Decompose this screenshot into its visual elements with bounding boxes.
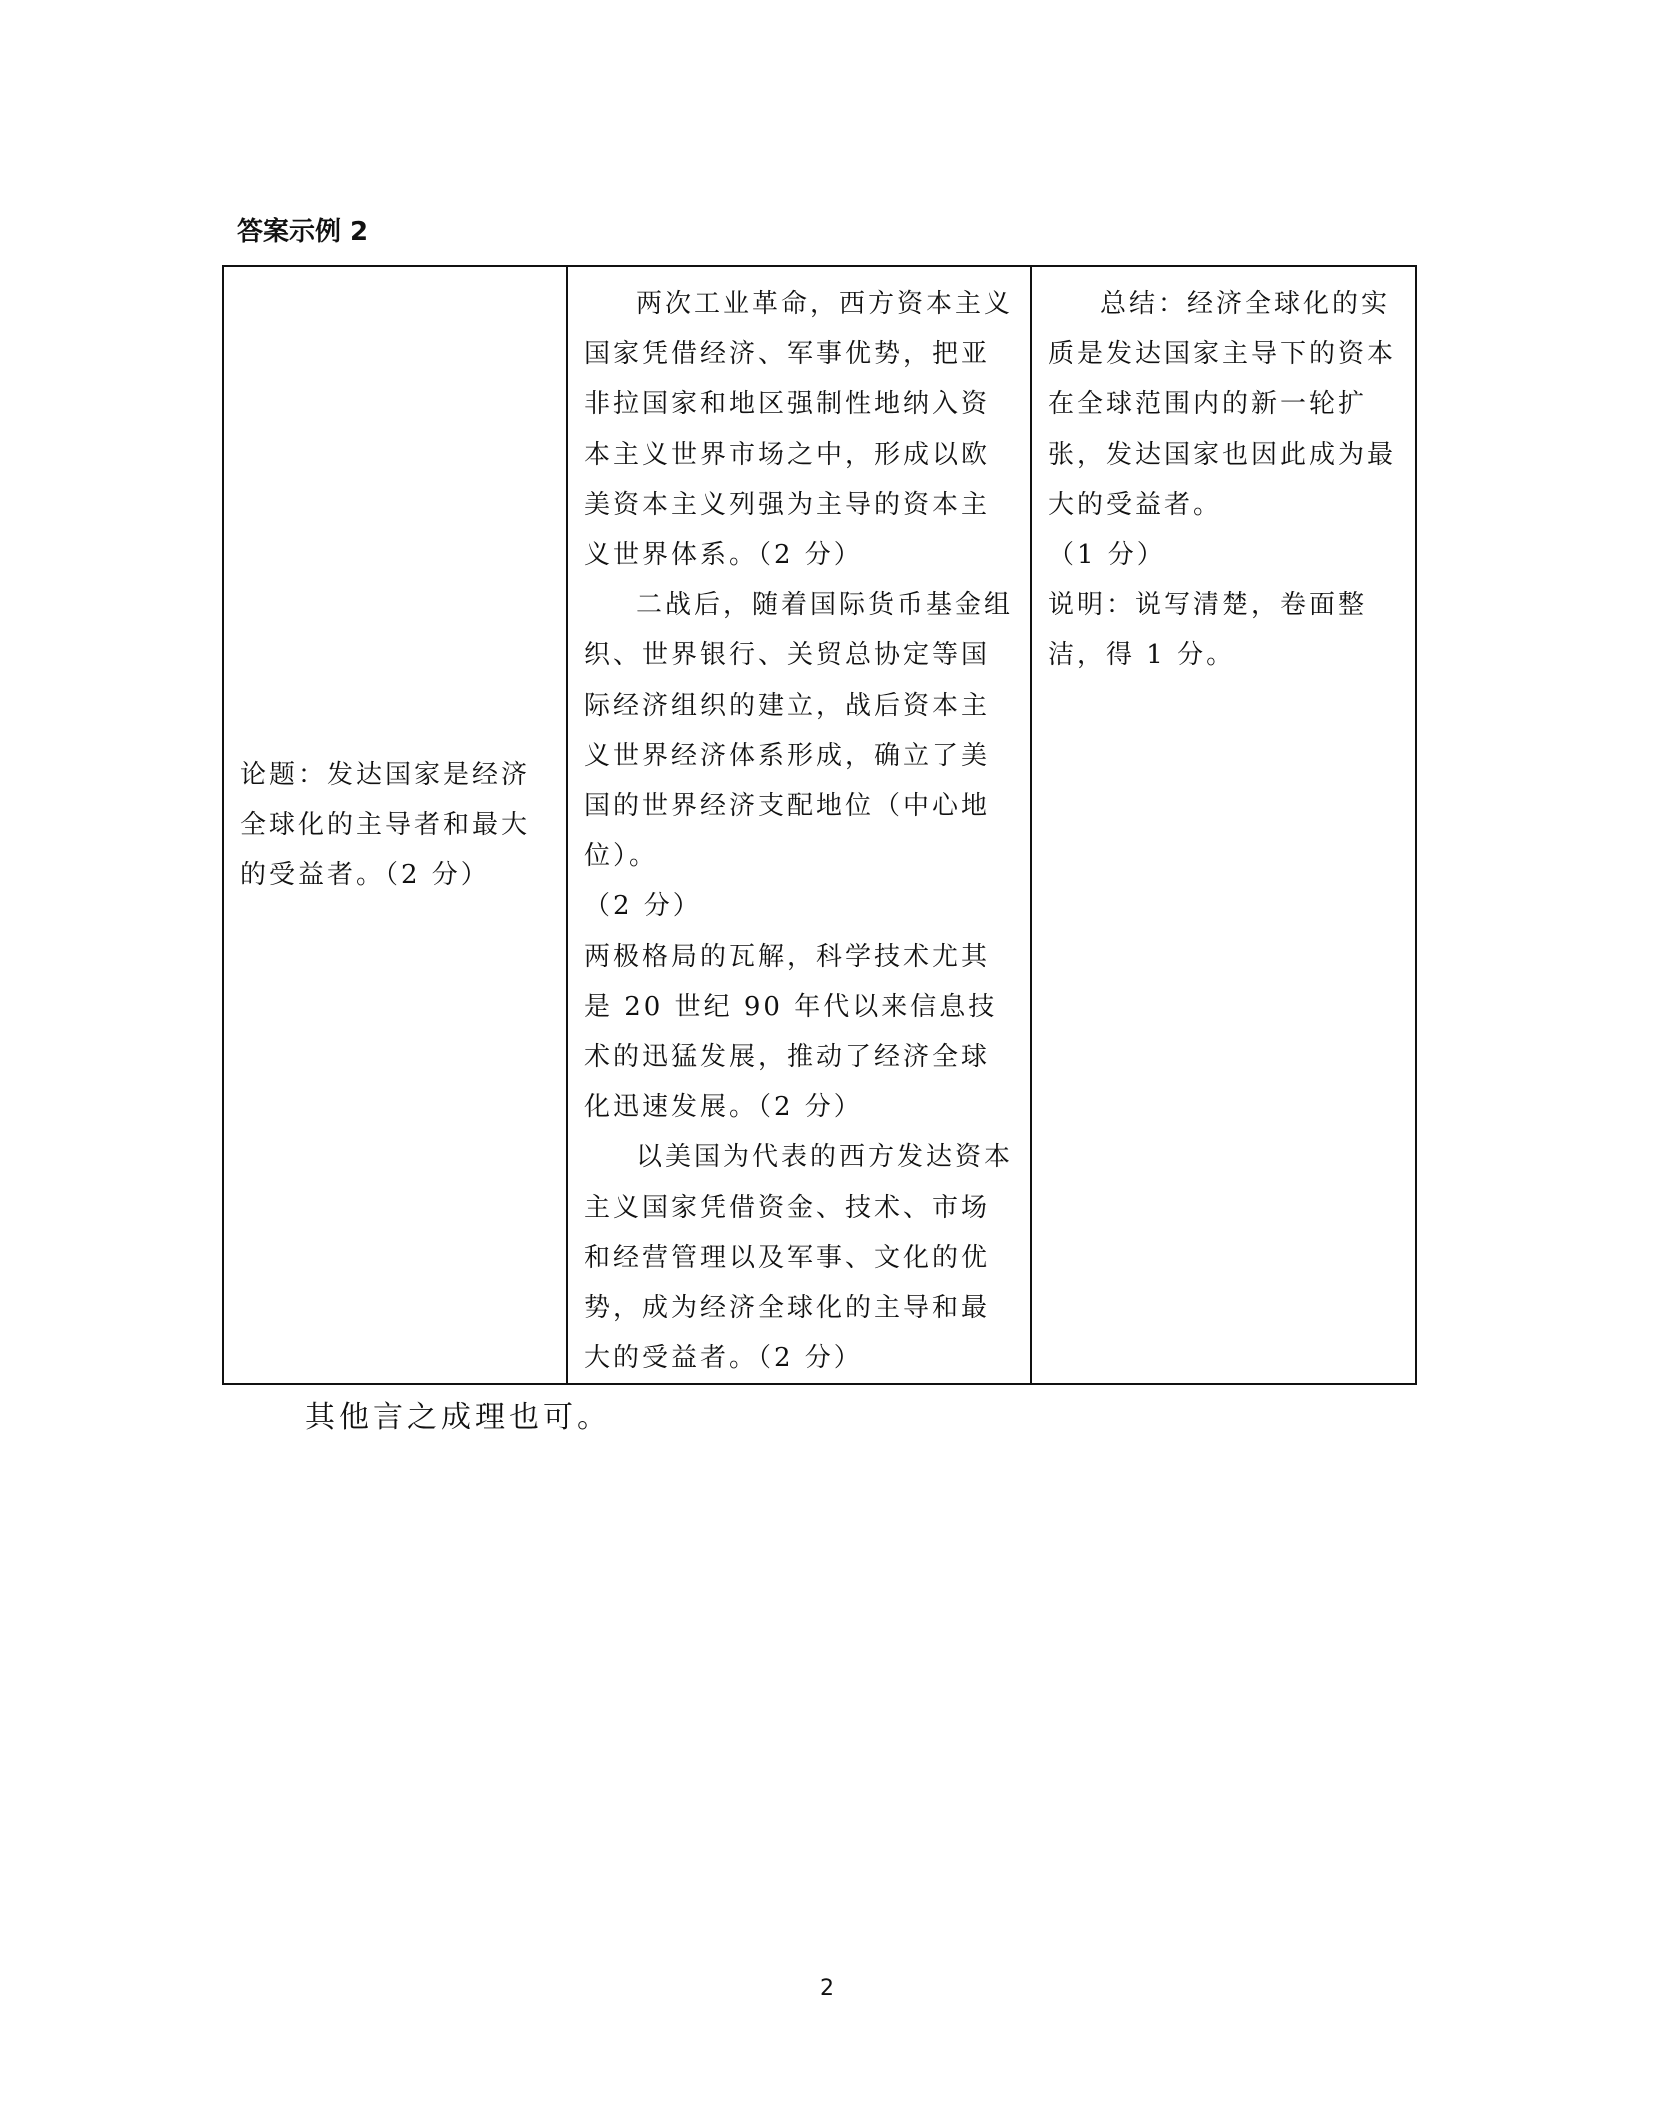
argument-paragraph-2: 二战后，随着国际货币基金组织、世界银行、关贸总协定等国际经济组织的建立，战后资本主义世界经济体系形成，确立了美国的世界经济支配地位（中心地位）。 — [584, 590, 1014, 872]
argument-paragraph-1: 两次工业革命，西方资本主义国家凭借经济、军事优势，把亚非拉国家和地区强制性地纳入资本主义世界市场之中，形成以欧美资本主义列强为主导的资本主义世界体系。（2 分） — [584, 289, 1014, 571]
page-number: 2 — [820, 1976, 834, 2001]
conclusion-score: （1 分） — [1048, 540, 1166, 571]
table-row — [223, 266, 1416, 1384]
conclusion-cell — [1031, 266, 1416, 1384]
answer-table — [222, 265, 1417, 1385]
conclusion-note: 说明：说写清楚，卷面整洁，得 1 分。 — [1048, 590, 1368, 671]
conclusion-summary: 总结：经济全球化的实质是发达国家主导下的资本在全球范围内的新一轮扩张，发达国家也因此成为最大的受益者。 — [1048, 289, 1397, 520]
section-heading: 答案示例 2 — [237, 217, 369, 247]
thesis-cell — [223, 266, 567, 1384]
argument-paragraph-4: 以美国为代表的西方发达资本主义国家凭借资金、技术、市场和经营管理以及军事、文化的优势，成为经济全球化的主导和最大的受益者。（2 分） — [584, 1142, 1014, 1374]
argument-cell — [567, 266, 1031, 1384]
argument-paragraph-3: 两极格局的瓦解，科学技术尤其是 20 世纪 90 年代以来信息技术的迅猛发展，推动了经济全球化迅速发展。（2 分） — [584, 941, 998, 1123]
thesis-text: 论题：发达国家是经济全球化的主导者和最大的受益者。（2 分） — [240, 759, 531, 891]
closing-remark: 其他言之成理也可。 — [305, 1400, 611, 1435]
argument-score: （2 分） — [584, 891, 702, 922]
